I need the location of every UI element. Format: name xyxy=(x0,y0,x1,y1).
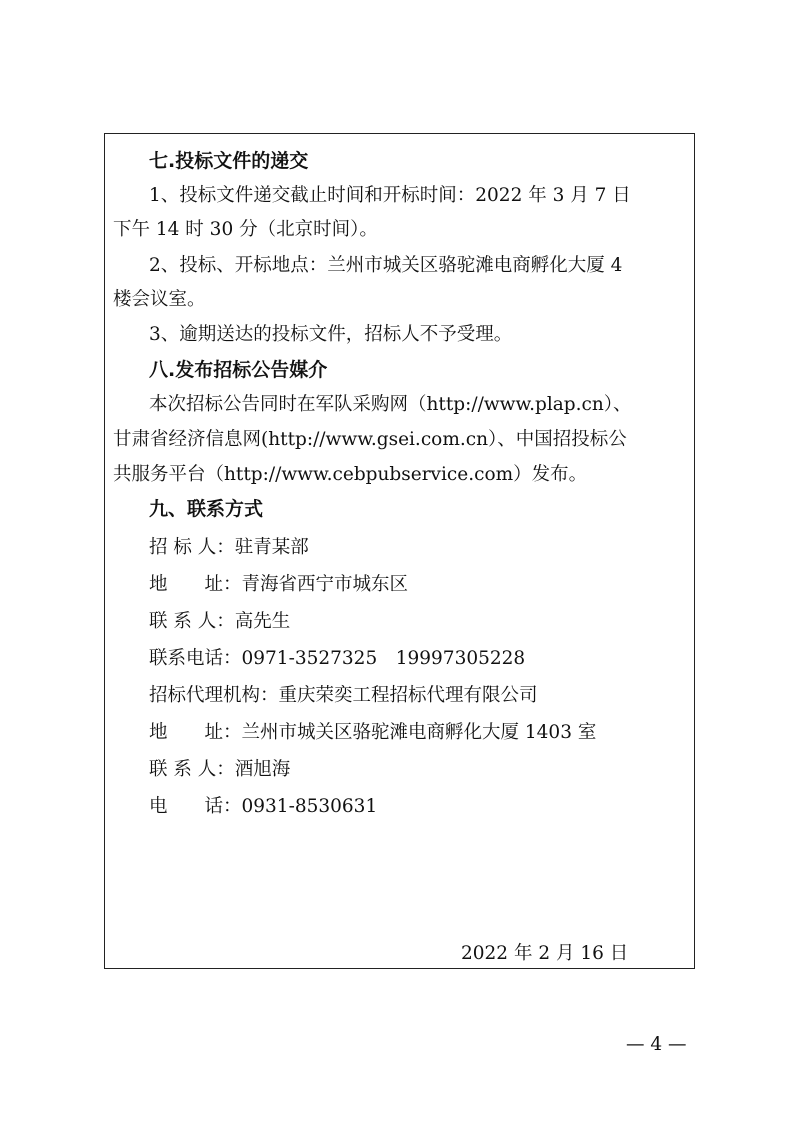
section-8-line-3: 共服务平台（http://www.cebpubservice.com）发布。 xyxy=(113,464,588,485)
section-7-item-3: 3、逾期送达的投标文件，招标人不予受理。 xyxy=(149,324,513,345)
tenderer-line: 招 标 人：驻青某部 xyxy=(149,537,309,558)
agency-address-line: 地 址：兰州市城关区骆驼滩电商孵化大厦 1403 室 xyxy=(149,722,597,743)
section-7-item-2-line-2: 楼会议室。 xyxy=(113,289,206,310)
section-9-heading: 九、联系方式 xyxy=(149,498,264,520)
section-7-item-2-line-1: 2、投标、开标地点：兰州市城关区骆驼滩电商孵化大厦 4 xyxy=(149,255,623,276)
tenderer-phone-line: 联系电话：0971-3527325 19997305228 xyxy=(149,648,526,669)
agency-line: 招标代理机构：重庆荣奕工程招标代理有限公司 xyxy=(149,685,538,706)
page-number: — 4 — xyxy=(626,1034,687,1055)
agency-contact-line: 联 系 人：酒旭海 xyxy=(149,759,291,780)
section-8-line-2: 甘肃省经济信息网(http://www.gsei.com.cn）、中国招投标公 xyxy=(113,429,627,450)
tenderer-address-line: 地 址：青海省西宁市城东区 xyxy=(149,574,409,595)
tenderer-contact-line: 联 系 人：高先生 xyxy=(149,611,291,632)
section-8-line-1: 本次招标公告同时在军队采购网（http://www.plap.cn）、 xyxy=(149,394,632,415)
section-7-item-1-line-2: 下午 14 时 30 分（北京时间）。 xyxy=(113,219,378,240)
section-7-item-1-line-1: 1、投标文件递交截止时间和开标时间：2022 年 3 月 7 日 xyxy=(149,185,631,206)
section-8-heading: 八.发布招标公告媒介 xyxy=(149,359,328,381)
section-7-heading: 七.投标文件的递交 xyxy=(149,150,309,172)
agency-phone-line: 电 话：0931-8530631 xyxy=(149,796,378,817)
issue-date: 2022 年 2 月 16 日 xyxy=(461,943,629,964)
